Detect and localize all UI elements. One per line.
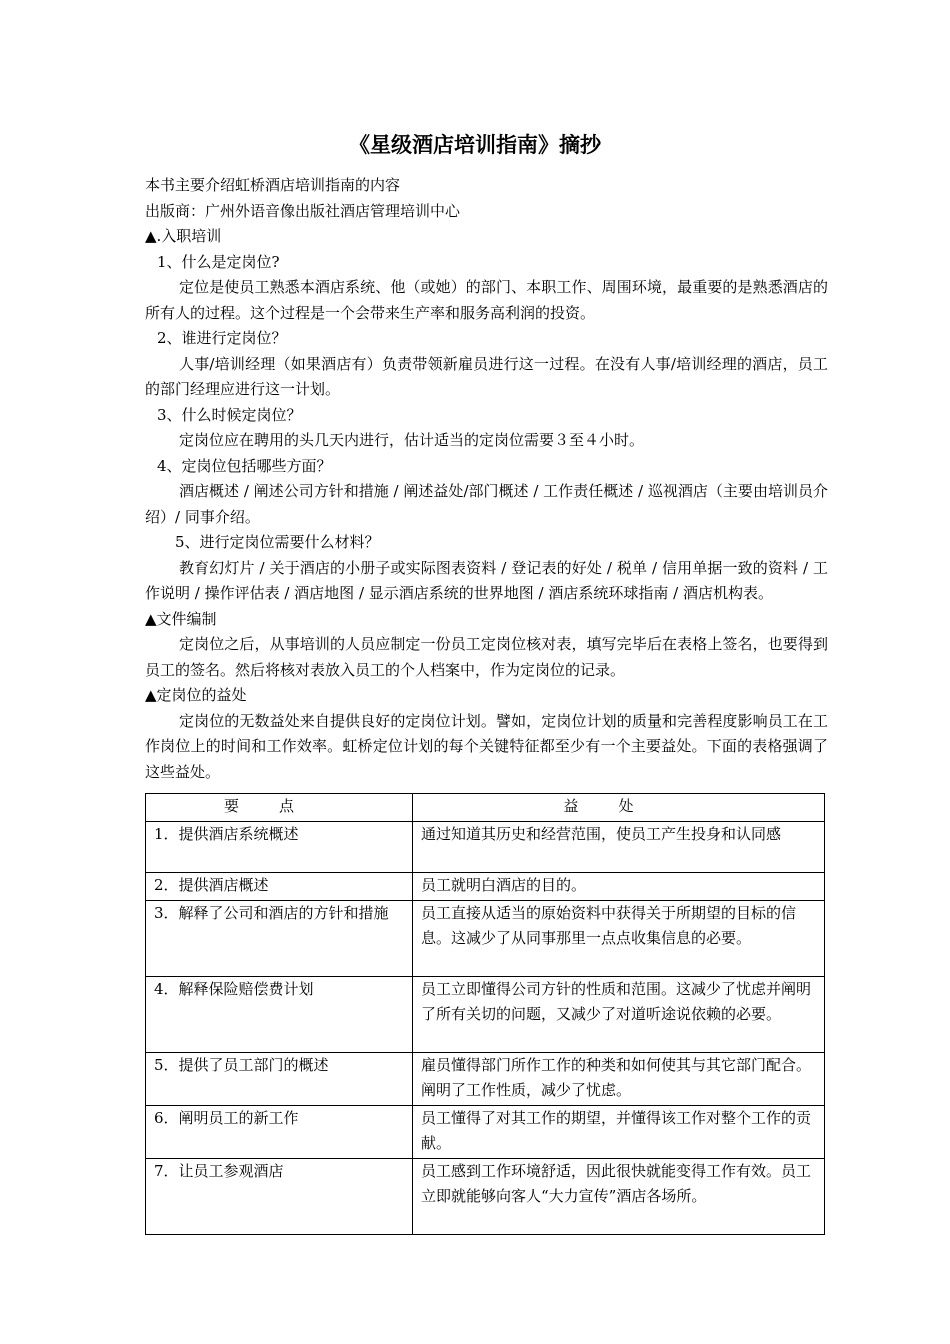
- column-header-benefit: 益处: [413, 794, 825, 822]
- publisher-line: 出版商：广州外语音像出版社酒店管理培训中心: [145, 201, 461, 220]
- answer-paragraph: 定岗位应在聘用的头几天内进行，估计适当的定岗位需要３至４小时。: [179, 431, 645, 449]
- benefits-table: [145, 793, 825, 1235]
- table-header-row: [146, 794, 825, 822]
- answer-paragraph: 人事/培训经理（如果酒店有）负责带领新雇员进行这一过程。在没有人事/培训经理的酒店，员工的部门经理应进行这一计划。: [145, 354, 828, 398]
- benefit-cell: 雇员懂得部门所作工作的种类和如何使其与其它部门配合。阐明了工作性质，减少了忧虑。: [413, 1053, 825, 1106]
- point-cell: 4．解释保险赔偿费计划: [146, 977, 413, 1053]
- point-cell: 2．提供酒店概述: [146, 873, 413, 901]
- answer-paragraph: 教育幻灯片 / 关于酒店的小册子或实际图表资料 / 登记表的好处 / 税单 / 信用单据一致的资料 / 工作说明 / 操作评估表 / 酒店地图 / 显示酒店系统的世界地图 / 酒店系统环球指南 / 酒店机构表。: [145, 558, 828, 602]
- benefit-cell: 员工懂得了对其工作的期望，并懂得该工作对整个工作的贡献。: [413, 1106, 825, 1159]
- section-heading: ▲定岗位的益处: [145, 686, 247, 704]
- benefit-cell: 员工直接从适当的原始资料中获得关于所期望的目标的信息。这减少了从同事那里一点点收集信息的必要。: [413, 901, 825, 977]
- table-row: [146, 977, 825, 1053]
- answer-paragraph: 定位是使员工熟悉本酒店系统、他（或她）的部门、本职工作、周围环境，最重要的是熟悉酒店的所有人的过程。这个过程是一个会带来生产率和服务高利润的投资。: [145, 278, 828, 322]
- intro-line: 本书主要介绍虹桥酒店培训指南的内容: [145, 176, 401, 194]
- point-cell: 7．让员工参观酒店: [146, 1159, 413, 1235]
- table-row: [146, 822, 825, 873]
- question: 2、谁进行定岗位？: [157, 329, 287, 347]
- question: 1、什么是定岗位?: [157, 252, 280, 271]
- point-cell: 5．提供了员工部门的概述: [146, 1053, 413, 1106]
- answer-paragraph: 酒店概述 / 阐述公司方针和措施 / 阐述益处/部门概述 / 工作责任概述 / 巡视酒店（主要由培训员介绍）/ 同事介绍。: [145, 482, 828, 526]
- benefit-cell: 员工立即懂得公司方针的性质和范围。这减少了忧虑并阐明了所有关切的问题，又减少了对道听途说依赖的必要。: [413, 977, 825, 1053]
- benefit-cell: 员工感到工作环境舒适，因此很快就能变得工作有效。员工立即就能够向客人“大力宣传”酒店各场所。: [413, 1159, 825, 1235]
- table-row: [146, 1159, 825, 1235]
- section-heading: ▲.入职培训: [145, 227, 222, 245]
- document-body: [145, 173, 828, 785]
- point-cell: 1．提供酒店系统概述: [146, 822, 413, 873]
- section-paragraph: 定岗位之后，从事培训的人员应制定一份员工定岗位核对表，填写完毕后在表格上签名，也要得到员工的签名。然后将核对表放入员工的个人档案中，作为定岗位的记录。: [145, 635, 828, 679]
- section-heading: ▲文件编制: [145, 609, 217, 628]
- question: 4、定岗位包括哪些方面？: [157, 456, 332, 475]
- question: 5、进行定岗位需要什么材料？: [175, 533, 380, 551]
- table-row: [146, 901, 825, 977]
- section-paragraph: 定岗位的无数益处来自提供良好的定岗位计划。譬如，定岗位计划的质量和完善程度影响员工在工作岗位上的时间和工作效率。虹桥定位计划的每个关键特征都至少有一个主要益处。下面的表格强调了这些益处。: [145, 711, 828, 781]
- table-row: [146, 1053, 825, 1106]
- column-header-point: 要点: [146, 794, 413, 822]
- benefit-cell: 通过知道其历史和经营范围，使员工产生投身和认同感: [413, 822, 825, 873]
- benefit-cell: 员工就明白酒店的目的。: [413, 873, 825, 901]
- point-cell: 3．解释了公司和酒店的方针和措施: [146, 901, 413, 977]
- question: 3、什么时候定岗位？: [157, 405, 302, 424]
- page-title: 《星级酒店培训指南》摘抄: [349, 132, 601, 157]
- table-row: [146, 873, 825, 901]
- point-cell: 6．阐明员工的新工作: [146, 1106, 413, 1159]
- table-row: [146, 1106, 825, 1159]
